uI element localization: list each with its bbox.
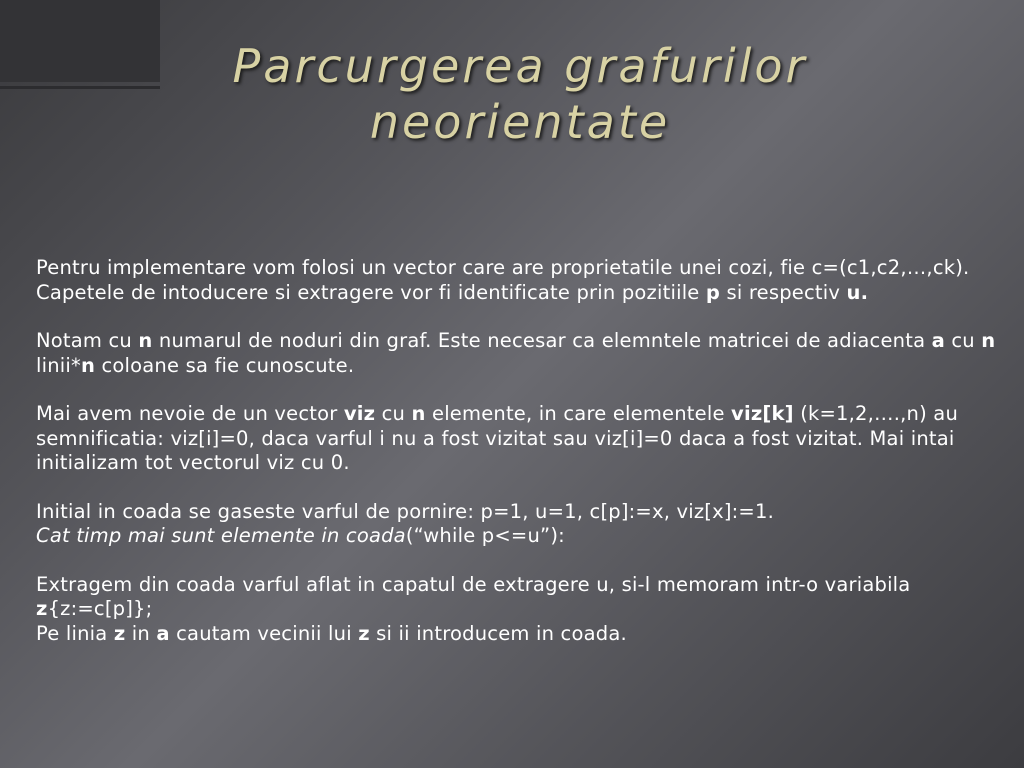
text-run: cautam vecinii lui	[169, 621, 359, 645]
text-run: {z:=c[p]};	[47, 597, 153, 620]
text-run: Mai avem nevoie de un vector	[36, 402, 344, 425]
text-run: linii*	[36, 353, 81, 377]
bold-text: z	[358, 621, 370, 645]
text-run: coloane sa fie cunoscute.	[95, 353, 355, 377]
bold-text: u.	[846, 280, 869, 304]
bold-text: n	[981, 329, 996, 352]
text-run: in	[125, 621, 157, 645]
bold-text: n	[411, 402, 426, 425]
text-run: cu	[375, 402, 412, 425]
text-run: Pe linia	[36, 621, 114, 645]
text-run: Initial in coada se gaseste varful de pornire: p=1, u=1, c[p]:=x, viz[x]:=1.	[36, 499, 774, 523]
text-run: si respectiv	[720, 280, 847, 304]
slide-title	[120, 38, 920, 150]
text-run: elemente, in care elementele	[425, 402, 732, 425]
bold-text: viz	[343, 402, 376, 425]
text-run: Pentru implementare vom folosi un vector care are proprietatile unei cozi, fie c=(c1,c2,…,ck). Capetele de intoducere si extragere vor fi identificate prin pozitiile	[36, 256, 970, 304]
bold-text: a	[156, 621, 170, 645]
italic-text: Cat timp mai sunt elemente in coada	[36, 524, 406, 547]
paragraph-visited-vector	[36, 402, 1024, 476]
paragraph-adjacency	[36, 329, 1024, 378]
text-run: numarul de noduri din graf. Este necesar ca elemntele matricei de adiacenta	[152, 329, 932, 352]
slide-title-line-2: neorientate	[369, 95, 671, 149]
bold-text: z	[36, 597, 48, 620]
text-run: (“while p<=u”):	[405, 524, 565, 547]
bold-text: p	[705, 280, 721, 304]
paragraph-extraction	[36, 573, 1024, 647]
text-run: (k=1,2,….,n) au semnificatia: viz[i]=0, daca varful i nu a fost vizitat sau viz[i]=0 daca a fost vizitat. Mai intai initializam tot vectorul viz cu 0.	[36, 402, 959, 474]
bold-text: z	[113, 621, 126, 645]
bold-text: n	[80, 353, 96, 377]
bold-text: n	[138, 329, 153, 352]
slide-title-line-1: Parcurgerea grafurilor	[232, 39, 808, 93]
paragraph-queue-intro	[36, 256, 1024, 305]
text-run: Extragem din coada varful aflat in capatul de extragere u, si-l memoram intr-o variabila	[36, 572, 911, 596]
text-run: si ii introducem in coada.	[369, 621, 627, 645]
text-run: Notam cu	[36, 329, 139, 352]
paragraph-initial-state	[36, 500, 1024, 549]
text-run: cu	[944, 329, 982, 352]
bold-text: viz[k]	[731, 402, 794, 425]
slide-body	[36, 256, 1024, 646]
bold-text: a	[931, 329, 945, 352]
